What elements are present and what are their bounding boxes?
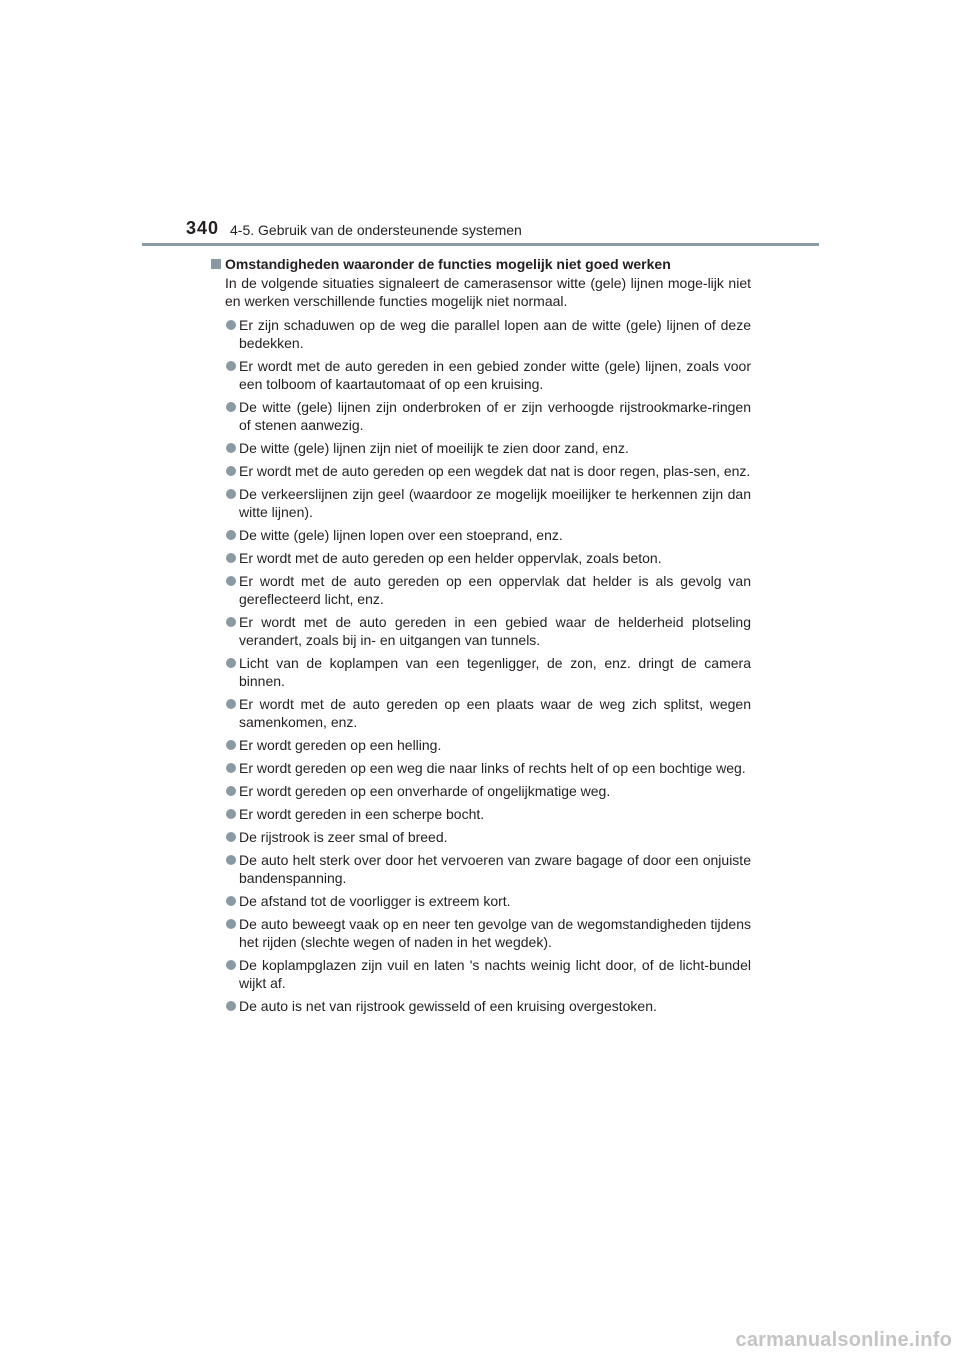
list-item [211,736,751,754]
list-item [211,892,751,910]
section-heading-text: Omstandigheden waaronder de functies mogelijk niet goed werken [225,256,671,272]
list-item-text: Er zijn schaduwen op de weg die parallel lopen aan de witte (gele) lijnen of deze bedekken. [239,317,751,351]
circle-bullet-icon [226,740,236,750]
circle-bullet-icon [226,320,236,330]
circle-bullet-icon [226,443,236,453]
list-item [211,572,751,608]
list-item-text: De witte (gele) lijnen lopen over een stoeprand, enz. [239,527,563,543]
page-header [0,0,960,250]
list-item-text: Er wordt met de auto gereden op een helder oppervlak, zoals beton. [239,550,662,566]
circle-bullet-icon [226,402,236,412]
watermark: carmanualsonline.info [735,1329,952,1351]
list-item-text: De afstand tot de voorligger is extreem kort. [239,893,511,909]
list-item [211,915,751,951]
circle-bullet-icon [226,786,236,796]
list-item-text: Licht van de koplampen van een tegenligger, de zon, enz. dringt de camera binnen. [239,655,751,689]
circle-bullet-icon [226,1001,236,1011]
circle-bullet-icon [226,855,236,865]
list-item [211,316,751,352]
list-item-text: Er wordt met de auto gereden op een oppervlak dat helder is als gevolg van gereflecteerd licht, enz. [239,573,751,607]
circle-bullet-icon [226,960,236,970]
circle-bullet-icon [226,489,236,499]
circle-bullet-icon [226,361,236,371]
circle-bullet-icon [226,553,236,563]
list-item [211,526,751,544]
circle-bullet-icon [226,809,236,819]
circle-bullet-icon [226,832,236,842]
circle-bullet-icon [226,466,236,476]
list-item-text: Er wordt gereden in een scherpe bocht. [239,806,485,822]
list-item [211,695,751,731]
chapter-title: 4-5. Gebruik van de ondersteunende systemen [230,222,522,238]
list-item-text: De witte (gele) lijnen zijn niet of moeilijk te zien door zand, enz. [239,440,629,456]
list-item-text: De verkeerslijnen zijn geel (waardoor ze mogelijk moeilijker te herkennen zijn dan witte lijnen). [239,486,751,520]
list-item [211,654,751,690]
page-number: 340 [186,218,220,238]
list-item [211,485,751,521]
list-item-text: Er wordt met de auto gereden in een gebied waar de helderheid plotseling verandert, zoals bij in- en uitgangen van tunnels. [239,614,751,648]
circle-bullet-icon [226,658,236,668]
circle-bullet-icon [226,919,236,929]
list-item [211,549,751,567]
list-item-text: Er wordt met de auto gereden op een wegdek dat nat is door regen, plas-sen, enz. [239,463,751,479]
list-item [211,439,751,457]
list-item [211,828,751,846]
circle-bullet-icon [226,576,236,586]
circle-bullet-icon [226,617,236,627]
list-item-text: De koplampglazen zijn vuil en laten 's nachts weinig licht door, of de licht-bundel wijkt af. [239,957,751,991]
bullet-list [211,316,751,1015]
list-item-text: De rijstrook is zeer smal of breed. [239,829,448,845]
main-content [211,255,751,1020]
list-item-text: De witte (gele) lijnen zijn onderbroken of er zijn verhoogde rijstrookmarke-ringen of stenen aanwezig. [239,399,751,433]
list-item [211,956,751,992]
circle-bullet-icon [226,763,236,773]
list-item [211,759,751,777]
header-divider [142,243,819,246]
list-item-text: De auto is net van rijstrook gewisseld of een kruising overgestoken. [239,998,657,1014]
list-item [211,851,751,887]
section-heading [211,255,751,273]
list-item-text: De auto beweegt vaak op en neer ten gevolge van de wegomstandigheden tijdens het rijden (slechte wegen of naden in het wegdek). [239,916,751,950]
list-item [211,805,751,823]
list-item-text: Er wordt met de auto gereden in een gebied zonder witte (gele) lijnen, zoals voor een tolboom of kaartautomaat of op een kruising. [239,358,751,392]
list-item-text: Er wordt gereden op een helling. [239,737,442,753]
circle-bullet-icon [226,896,236,906]
list-item [211,462,751,480]
list-item [211,357,751,393]
list-item-text: Er wordt gereden op een onverharde of ongelijkmatige weg. [239,783,611,799]
list-item-text: De auto helt sterk over door het vervoeren van zware bagage of door een onjuiste bandenspanning. [239,852,751,886]
square-bullet-icon [211,259,221,269]
list-item [211,997,751,1015]
list-item-text: Er wordt gereden op een weg die naar links of rechts helt of op een bochtige weg. [239,760,746,776]
list-item [211,782,751,800]
list-item [211,613,751,649]
circle-bullet-icon [226,699,236,709]
list-item-text: Er wordt met de auto gereden op een plaats waar de weg zich splitst, wegen samenkomen, enz. [239,696,751,730]
circle-bullet-icon [226,530,236,540]
list-item [211,398,751,434]
section-intro: In de volgende situaties signaleert de camerasensor witte (gele) lijnen moge-lijk niet en werken verschillende functies mogelijk niet normaal. [225,275,751,309]
